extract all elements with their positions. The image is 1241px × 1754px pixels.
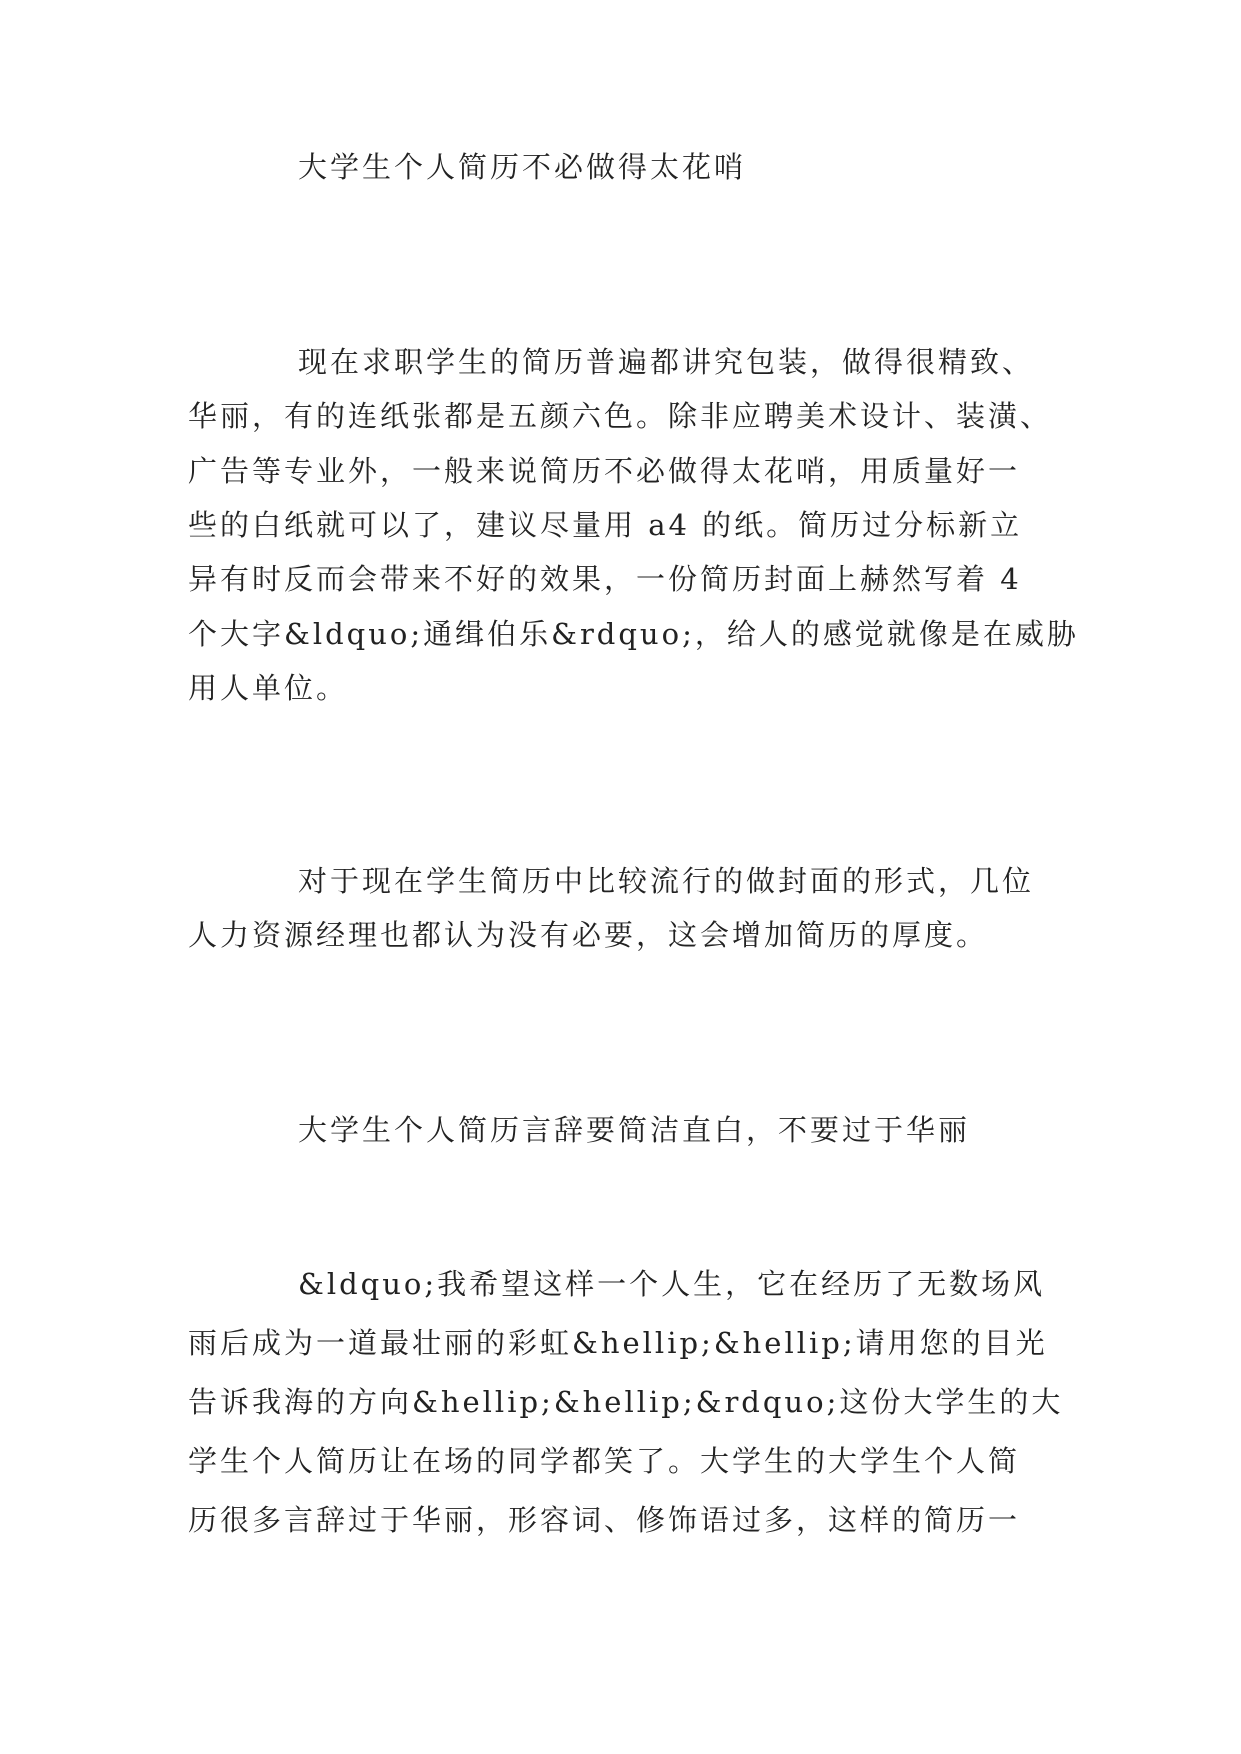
- paragraph-line: 现在求职学生的简历普遍都讲究包装，做得很精致、: [298, 345, 1035, 379]
- paragraph-line: 异有时反而会带来不好的效果，一份简历封面上赫然写着 4: [188, 562, 1022, 596]
- paragraph-line: 个大字&ldquo;通缉伯乐&rdquo;，给人的感觉就像是在威胁: [188, 617, 1079, 651]
- paragraph-line: 用人单位。: [188, 671, 349, 705]
- paragraph-line: 学生个人简历让在场的同学都笑了。大学生的大学生个人简: [188, 1444, 1021, 1478]
- paragraph-line: 些的白纸就可以了，建议尽量用 a4 的纸。简历过分标新立: [188, 508, 1023, 542]
- paragraph-line: &ldquo;我希望这样一个人生，它在经历了无数场风: [298, 1267, 1046, 1301]
- paragraph-line: 雨后成为一道最壮丽的彩虹&hellip;&hellip;请用您的目光: [188, 1326, 1048, 1360]
- paragraph-line: 华丽，有的连纸张都是五颜六色。除非应聘美术设计、装潢、: [188, 399, 1053, 433]
- section-heading: 大学生个人简历言辞要简洁直白，不要过于华丽: [298, 1113, 971, 1147]
- paragraph-line: 广告等专业外，一般来说简历不必做得太花哨，用质量好一: [188, 454, 1021, 488]
- paragraph-line: 历很多言辞过于华丽，形容词、修饰语过多，这样的简历一: [188, 1503, 1021, 1537]
- section-heading: 大学生个人简历不必做得太花哨: [298, 150, 747, 184]
- paragraph-line: 对于现在学生简历中比较流行的做封面的形式，几位: [298, 864, 1035, 898]
- paragraph-line: 告诉我海的方向&hellip;&hellip;&rdquo;这份大学生的大: [188, 1385, 1064, 1419]
- paragraph-line: 人力资源经理也都认为没有必要，这会增加简历的厚度。: [188, 918, 989, 952]
